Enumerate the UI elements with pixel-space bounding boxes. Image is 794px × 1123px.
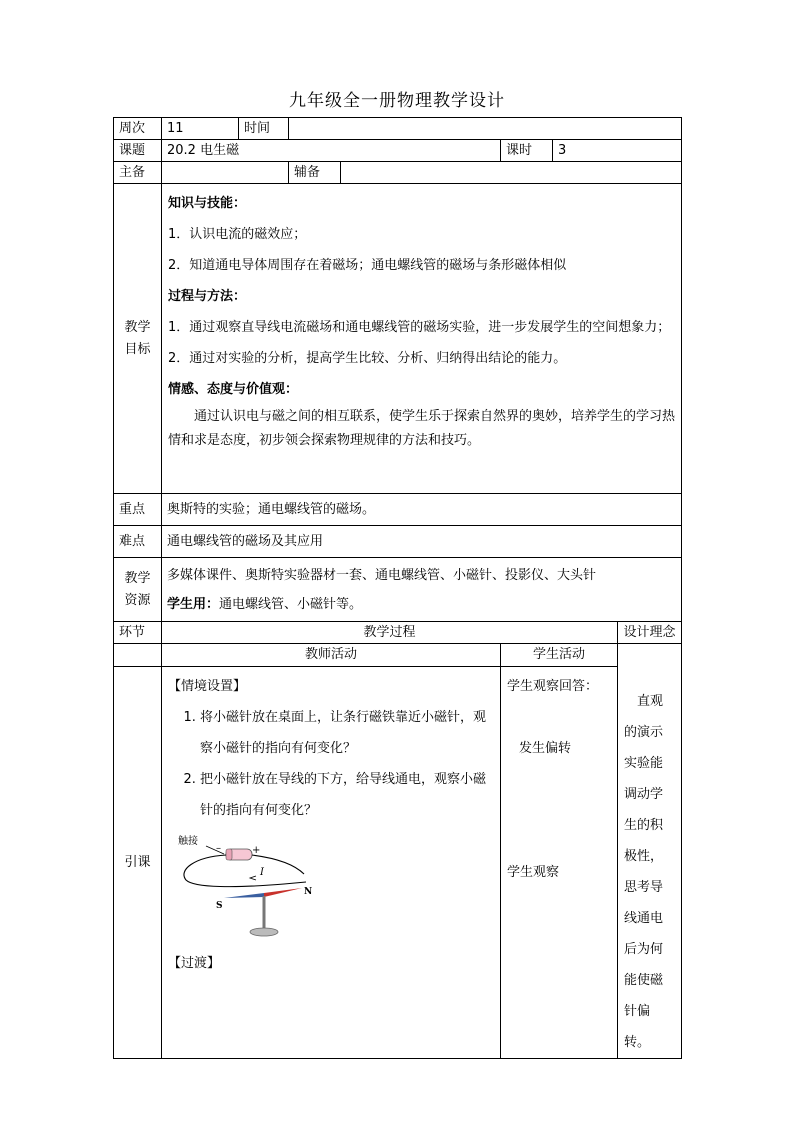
goals-row — [114, 184, 682, 494]
skills-item-1: 1．认识电流的磁效应； — [168, 227, 307, 242]
week-row — [114, 118, 682, 140]
scenario-heading: 【情境设置】 — [168, 679, 247, 695]
key-point-value: 奥斯特的实验；通电螺线管的磁场。 — [162, 494, 682, 526]
transition-heading: 【过渡】 — [168, 956, 221, 972]
skills-item-2: 2．知道通电导体周围存在着磁场；通电螺线管的磁场与条形磁体相似 — [168, 258, 567, 273]
key-point-label: 重点 — [114, 494, 162, 526]
stand-base — [250, 928, 278, 936]
teacher-steps — [168, 702, 494, 826]
contact-leader — [206, 846, 224, 854]
process-heading: 过程与方法： — [168, 289, 247, 304]
process-item-2: 2．通过对实验的分析，提高学生比较、分析、归纳得出结论的能力。 — [168, 351, 567, 366]
blank-cell — [114, 644, 162, 667]
student-answer-2: 发生偏转 — [519, 741, 572, 757]
assist-label: 辅备 — [289, 162, 341, 184]
battery-cap — [226, 849, 232, 860]
goals-label: 教学目标 — [114, 184, 162, 494]
lesson-plan-table — [113, 117, 682, 1059]
student-resources-label: 学生用： — [167, 596, 220, 612]
student-answer-3: 学生观察 — [507, 865, 560, 881]
minus-label: – — [216, 843, 221, 855]
topic-row — [114, 140, 682, 162]
north-label: N — [304, 887, 313, 898]
key-point-row — [114, 494, 682, 526]
teacher-activity-header: 教师活动 — [162, 644, 501, 667]
teacher-step-2: 2. 把小磁针放在导线的下方，给导线通电，观察小磁针的指向有何变化？ — [200, 764, 494, 826]
student-activity-header: 学生活动 — [501, 644, 618, 667]
intro-idea-text: 直观的演示实验能调动学生的积极性，思考导线通电后为何能使磁针偏转。 — [624, 694, 664, 1050]
difficulty-label: 难点 — [114, 526, 162, 558]
teacher-step-1: 1. 将小磁针放在桌面上，让条行磁铁靠近小磁针，观察小磁针的指向有何变化？ — [200, 702, 494, 764]
resources-line-1: 多媒体课件、奥斯特实验器材一套、通电螺线管、小磁针、投影仪、大头针 — [167, 567, 597, 583]
idea-header: 设计理念 — [618, 622, 682, 644]
process-item-1: 1．通过观察直导线电流磁场和通电螺线管的磁场实验，进一步发展学生的空间想象力； — [168, 320, 671, 335]
period-label: 课时 — [501, 140, 553, 162]
goals-content — [162, 184, 682, 494]
intro-teacher — [162, 667, 501, 1059]
resources-label: 教学资源 — [114, 558, 162, 622]
contact-label: 触接 — [178, 836, 198, 848]
intro-idea — [618, 644, 682, 1059]
current-arrow-icon — [250, 876, 256, 880]
intro-student — [501, 667, 618, 1059]
topic-value: 20.2 电生磁 — [162, 140, 501, 162]
current-label: I — [260, 867, 264, 879]
south-label: S — [216, 901, 223, 912]
difficulty-row — [114, 526, 682, 558]
resources-line-2 — [167, 590, 676, 619]
page-title: 九年级全一册物理教学设计 — [289, 91, 505, 111]
lead-value — [162, 162, 289, 184]
student-answer-1: 学生观察回答： — [507, 679, 599, 695]
emotion-heading: 情感、态度与价值观： — [168, 382, 299, 397]
resources-row — [114, 558, 682, 622]
needle-north — [264, 888, 302, 897]
time-value — [289, 118, 682, 140]
needle-south — [224, 893, 264, 898]
resources-content — [162, 558, 682, 622]
week-label: 周次 — [114, 118, 162, 140]
process-header: 教学过程 — [162, 622, 618, 644]
emotion-text: 通过认识电与磁之间的相互联系，使学生乐于探索自然界的奥妙，培养学生的学习热情和求是态度，初步领会探索物理规律的方法和技巧。 — [168, 409, 676, 448]
student-resources-value: 通电螺线管、小磁针等。 — [219, 596, 363, 612]
oersted-experiment-figure — [176, 832, 326, 944]
prep-row — [114, 162, 682, 184]
activity-header-row — [114, 644, 682, 667]
assist-value — [341, 162, 682, 184]
period-value: 3 — [553, 140, 682, 162]
time-label: 时间 — [239, 118, 289, 140]
skills-heading: 知识与技能： — [168, 196, 247, 211]
lead-label: 主备 — [114, 162, 162, 184]
intro-row — [114, 667, 682, 1059]
intro-label: 引课 — [114, 667, 162, 1059]
section-header: 环节 — [114, 622, 162, 644]
week-value: 11 — [162, 118, 239, 140]
process-header-row — [114, 622, 682, 644]
difficulty-value: 通电螺线管的磁场及其应用 — [162, 526, 682, 558]
topic-label: 课题 — [114, 140, 162, 162]
plus-label: + — [252, 845, 261, 857]
